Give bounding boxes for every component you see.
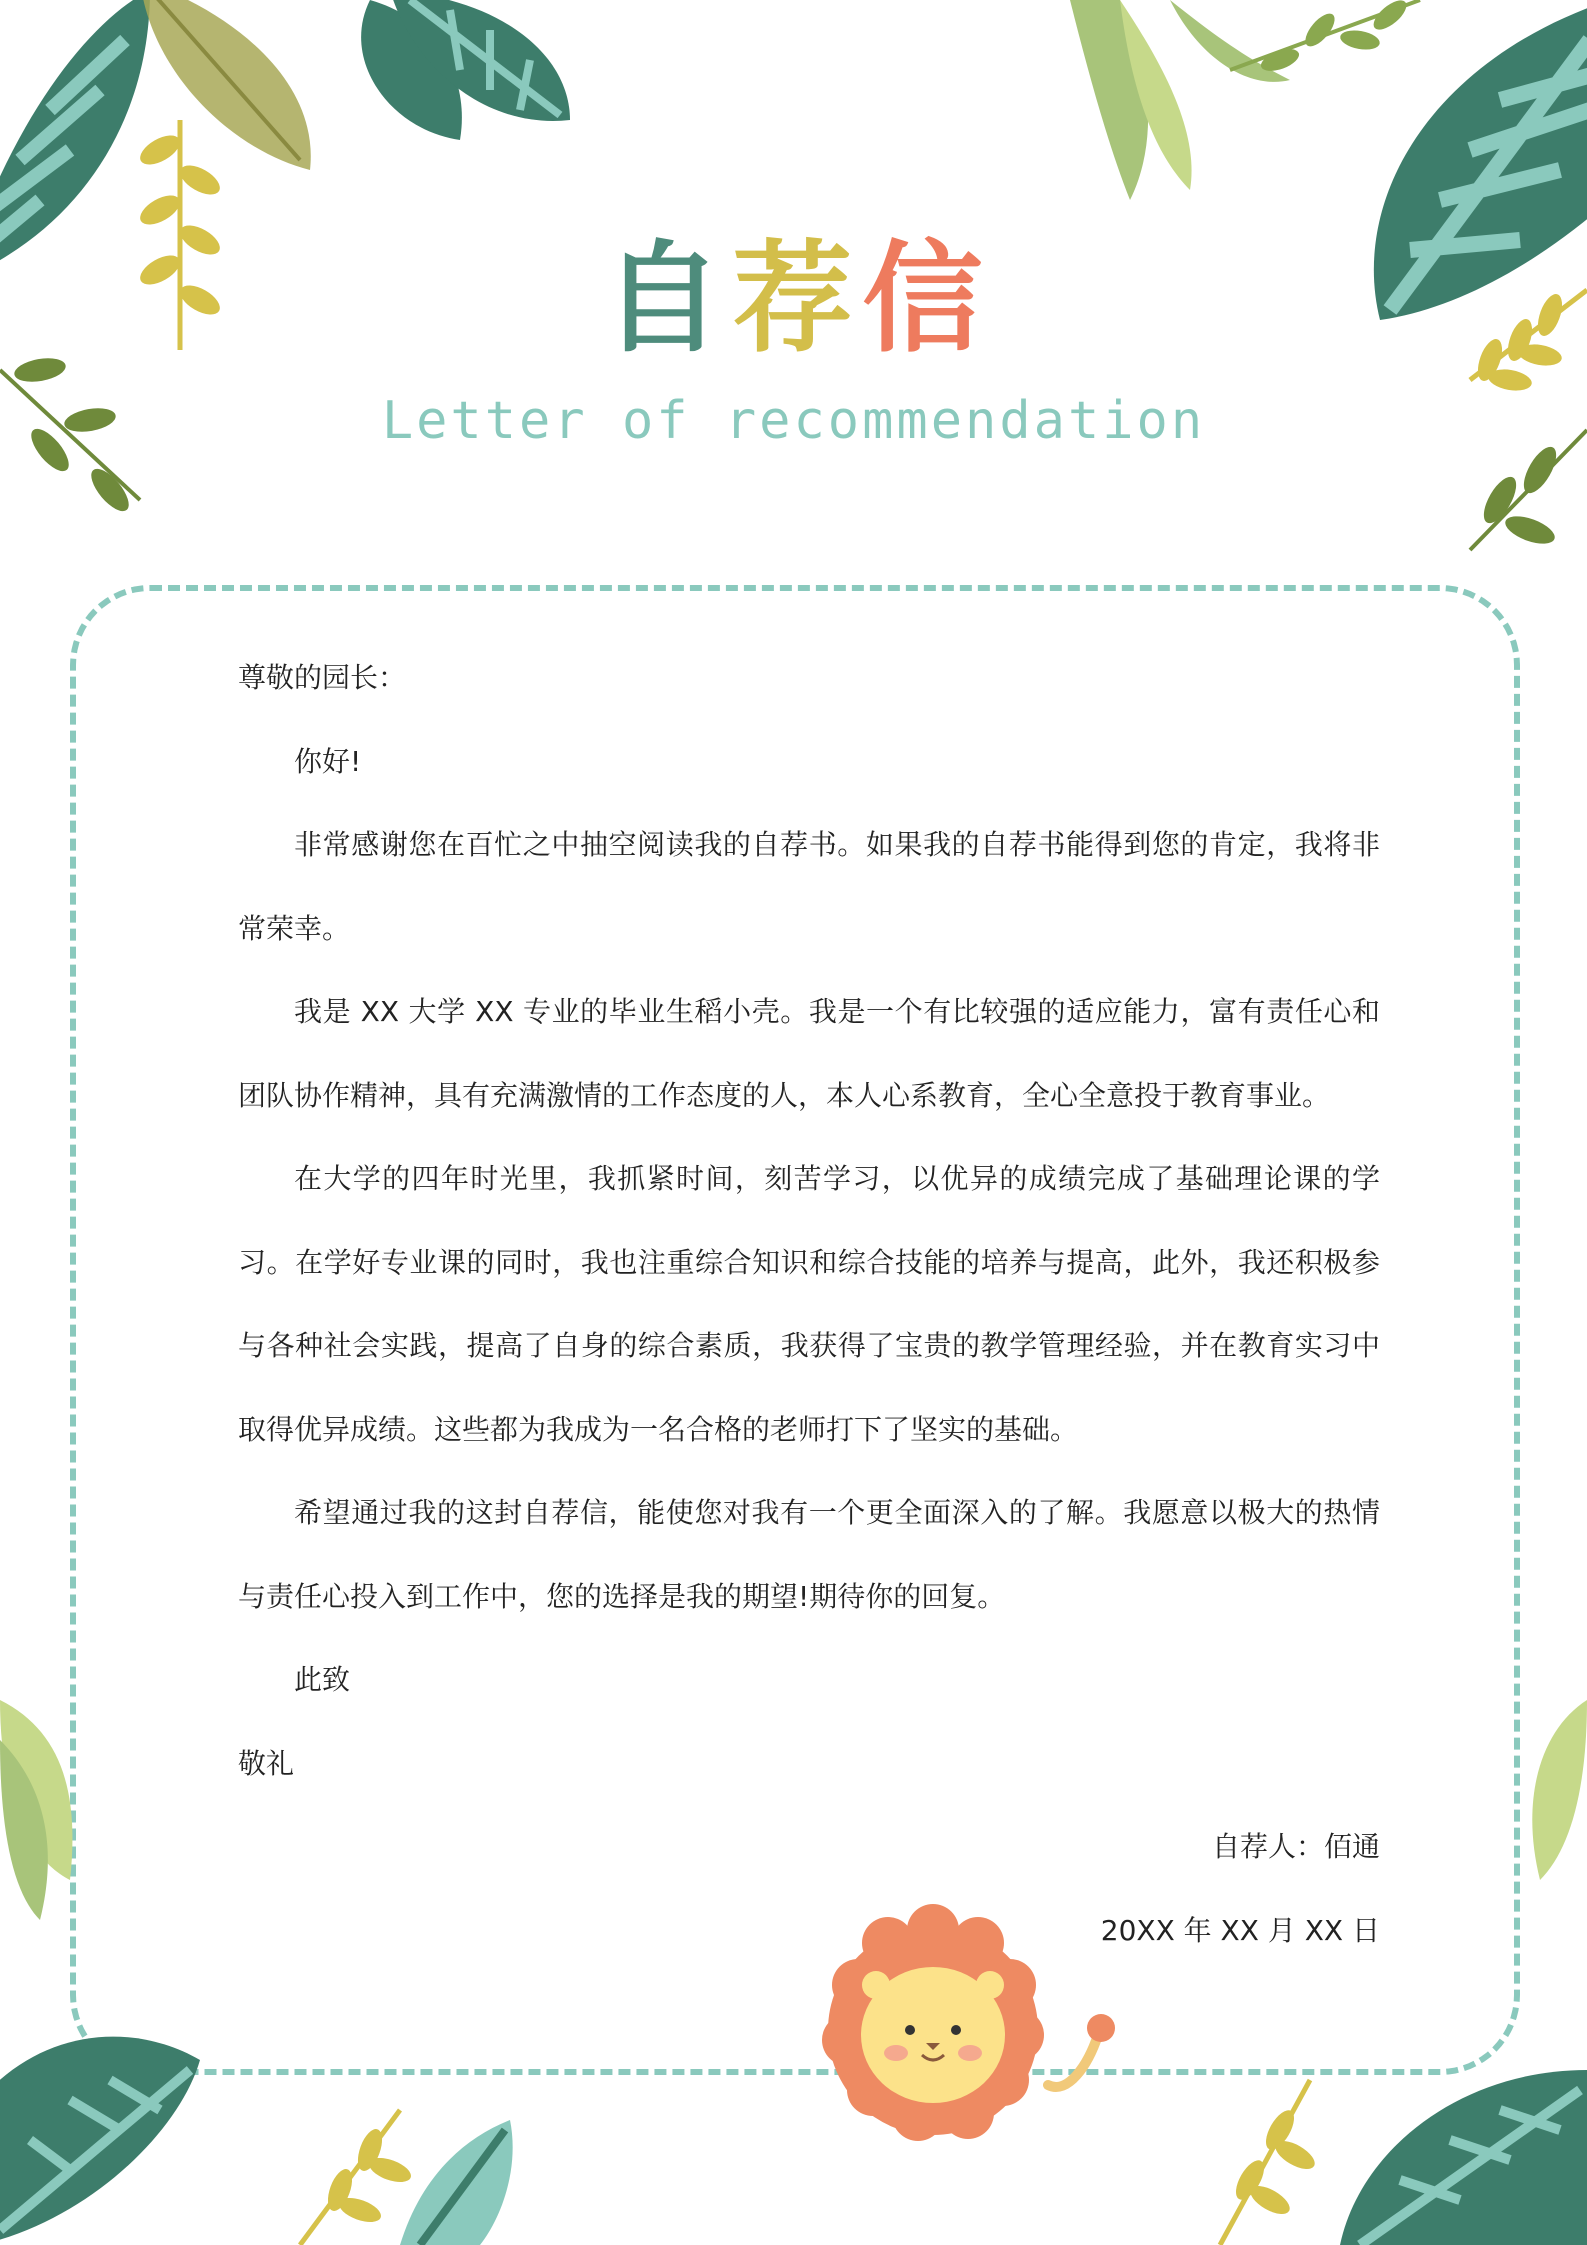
leaf-icon	[0, 2037, 200, 2245]
letter-body	[238, 636, 1380, 1972]
leaf-icon	[1532, 1700, 1587, 1880]
leaf-icon	[1070, 0, 1290, 200]
title-block	[0, 230, 1587, 451]
leaf-sprig-icon	[1220, 2080, 1319, 2245]
letter-closing: 此致	[294, 1663, 351, 1696]
letter-paragraph: 希望通过我的这封自荐信，能使您对我有一个更全面深入的了解。我愿意以极大的热情与责任心投入到工作中，您的选择是我的期望!期待你的回复。	[238, 1496, 1380, 1613]
top-center-leaf-decoration	[370, 0, 610, 150]
letter-salute: 敬礼	[238, 1746, 295, 1780]
letter-hello: 你好!	[294, 744, 362, 778]
letter-paragraph: 我是 XX 大学 XX 专业的毕业生稻小壳。我是一个有比较强的适应能力，富有责任心和团队协作精神，具有充满激情的工作态度的人，本人心系教育，全心全意投于教育事业。	[238, 995, 1380, 1112]
leaf-icon	[1340, 2070, 1587, 2245]
page-title	[0, 230, 1587, 369]
title-char: 信	[862, 230, 985, 369]
title-char: 荐	[732, 230, 855, 369]
leaf-sprig-icon	[300, 2110, 414, 2245]
title-char: 自	[602, 230, 725, 369]
leaf-icon	[0, 1700, 72, 1920]
letter-greeting: 尊敬的园长：	[238, 661, 407, 694]
letter-date: 20XX 年 XX 月 XX 日	[1100, 1913, 1380, 1947]
page-subtitle: Letter of recommendation	[381, 391, 1206, 451]
leaf-icon	[400, 2120, 513, 2245]
letter-paragraph: 在大学的四年时光里，我抓紧时间，刻苦学习，以优异的成绩完成了基础理论课的学习。在学好专业课的同时，我也注重综合知识和综合技能的培养与提高，此外，我还积极参与各种社会实践，提高了自身的综合素质，我获得了宝贵的教学管理经验，并在教育实习中取得优异成绩。这些都为我成为一名合格的老师打下了坚实的基础。	[238, 1162, 1380, 1446]
letter-paragraph: 非常感谢您在百忙之中抽空阅读我的自荐书。如果我的自荐书能得到您的肯定，我将非常荣幸。	[238, 828, 1380, 945]
letter-signature: 自荐人：佰通	[1211, 1830, 1380, 1863]
